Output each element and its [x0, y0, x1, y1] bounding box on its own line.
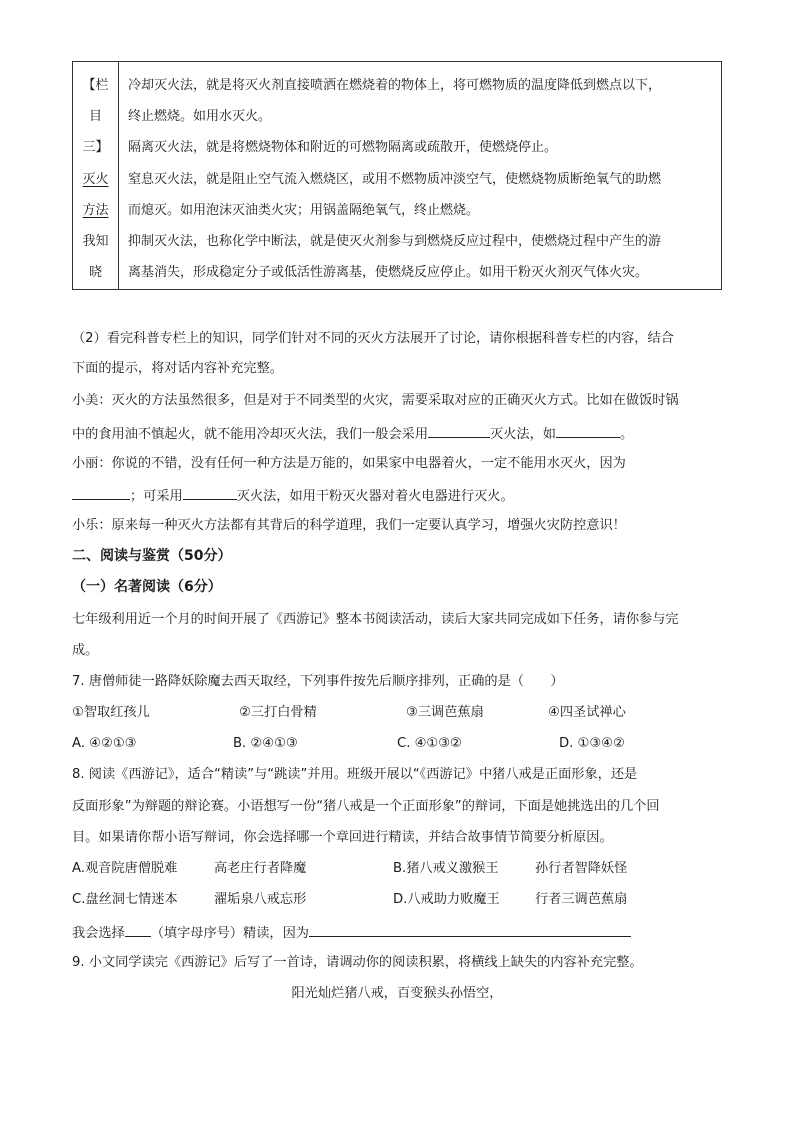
- content-line: 冷却灭火法，就是将灭火剂直接喷洒在燃烧着的物体上，将可燃物质的温度降低到燃点以下，: [128, 78, 662, 93]
- answer-blank[interactable]: [183, 485, 237, 500]
- option-c-second: 濯垢泉八戒忘形: [214, 892, 307, 907]
- answer-blank[interactable]: [125, 922, 151, 937]
- q8-stem-line: 目。如果请你帮小语写辩词，你会选择哪一个章回进行精读，并结合故事情节简要分析原因。: [72, 830, 613, 845]
- q8-stem-line: 8. 阅读《西游记》，适合“精读”与“跳读”并用。班级开展以“《西游记》中猪八戒是正面形象，还是: [72, 767, 638, 782]
- section-title: 二、阅读与鉴赏（50分）: [72, 548, 232, 564]
- option-c[interactable]: C. ④①③②: [397, 736, 462, 751]
- label-line: 三】: [82, 140, 109, 156]
- option-a[interactable]: A.观音院唐僧脱难: [72, 861, 178, 876]
- content-line: 窒息灭火法，就是阻止空气流入燃烧区，或用不燃物质冲淡空气，使燃烧物质断绝氧气的助燃: [128, 171, 662, 187]
- label-line: 目: [88, 109, 102, 125]
- q8-answer-line: 我会选择 （填字母序号）精读，因为: [72, 922, 631, 944]
- answer-blank[interactable]: [309, 922, 631, 937]
- option-d[interactable]: D.八戒助力败魔王: [393, 892, 500, 907]
- q2-prompt-line: （2）看完科普专栏上的知识，同学们针对不同的灭火方法展开了讨论，请你根据科普专栏的内容，结合: [72, 331, 674, 346]
- answer-blank[interactable]: [428, 423, 490, 438]
- option-b[interactable]: B.猪八戒义激猴王: [393, 861, 499, 876]
- dialogue-xiaoli-cont: ；可采用 灭火法，如用干粉灭火器对着火电器进行灭火。: [72, 485, 514, 507]
- option-d-second: 行者三调芭蕉扇: [535, 892, 628, 907]
- content-line: 而熄灭。如用泡沫灭油类火灾；用锅盖隔绝氧气，终止燃烧。: [128, 202, 480, 218]
- event-item: ①智取红孩儿: [72, 705, 150, 720]
- content-line: 终止燃烧。如用水灭火。: [128, 109, 272, 125]
- dialogue-xiaomei-cont: 中的食用油不慎起火，就不能用冷却灭火法，我们一般会采用 灭火法，如 。: [72, 423, 633, 445]
- intro-line: 成。: [72, 643, 99, 658]
- option-d[interactable]: D. ①③④②: [559, 736, 625, 751]
- option-b[interactable]: B. ②④①③: [233, 736, 298, 751]
- q9-stem: 9. 小文同学读完《西游记》后写了一首诗，请调动你的阅读积累，将横线上缺失的内容补充完整。: [72, 955, 643, 970]
- q7-stem: 7. 唐僧师徒一路降妖除魔去西天取经，下列事件按先后顺序排列，正确的是（ ）: [72, 674, 564, 689]
- label-line: 晓: [88, 265, 102, 281]
- event-item: ④四圣试禅心: [548, 705, 626, 720]
- content-line: 抑制灭火法，也称化学中断法，就是使灭火剂参与到燃烧反应过程中，使燃烧过程中产生的游: [128, 233, 662, 249]
- dialogue-xiaole: 小乐：原来每一种灭火方法都有其背后的科学道理，我们一定要认真学习，增强火灾防控意识！: [72, 518, 626, 533]
- content-line: 离基消失，形成稳定分子或低活性游离基，使燃烧反应停止。如用干粉灭火剂灭气体火灾。: [128, 265, 649, 281]
- answer-blank[interactable]: [72, 485, 130, 500]
- event-item: ②三打白骨精: [239, 705, 317, 720]
- q2-prompt-line: 下面的提示，将对话内容补充完整。: [72, 361, 283, 376]
- option-c[interactable]: C.盘丝洞七情迷本: [72, 892, 178, 907]
- option-b-second: 孙行者智降妖怪: [535, 861, 628, 876]
- column-content: [119, 62, 721, 289]
- intro-line: 七年级利用近一个月的时间开展了《西游记》整本书阅读活动，读后大家共同完成如下任务，请你参与完: [72, 612, 679, 627]
- option-a[interactable]: A. ④②①③: [72, 736, 137, 751]
- q8-stem-line: 反面形象”为辩题的辩论赛。小语想写一份“猪八戒是一个正面形象”的辩词，下面是她挑选出的几个回: [72, 799, 660, 814]
- poem-line: 阳光灿烂猪八戒，百变猴头孙悟空，: [291, 986, 503, 1001]
- label-line: 我知: [82, 233, 109, 249]
- content-line: 隔离灭火法，就是将燃烧物体和附近的可燃物隔离或疏散开，使燃烧停止。: [128, 140, 558, 156]
- dialogue-xiaomei: 小美：灭火的方法虽然很多，但是对于不同类型的火灾，需要采取对应的正确灭火方式。比如在做饭时锅: [72, 393, 679, 408]
- option-a-second: 高老庄行者降魔: [214, 861, 307, 876]
- label-line: 灭火: [82, 171, 109, 187]
- dialogue-xiaoli: 小丽：你说的不错，没有任何一种方法是万能的，如果家中电器着火，一定不能用水灭火，因为: [72, 456, 626, 471]
- event-item: ③三调芭蕉扇: [406, 705, 484, 720]
- answer-blank[interactable]: [556, 423, 620, 438]
- column-label: [73, 62, 119, 289]
- label-line: 【栏: [82, 78, 109, 93]
- label-line: 方法: [82, 202, 109, 218]
- subsection-title: （一）名著阅读（6分）: [72, 579, 222, 595]
- science-column-table: [72, 61, 722, 290]
